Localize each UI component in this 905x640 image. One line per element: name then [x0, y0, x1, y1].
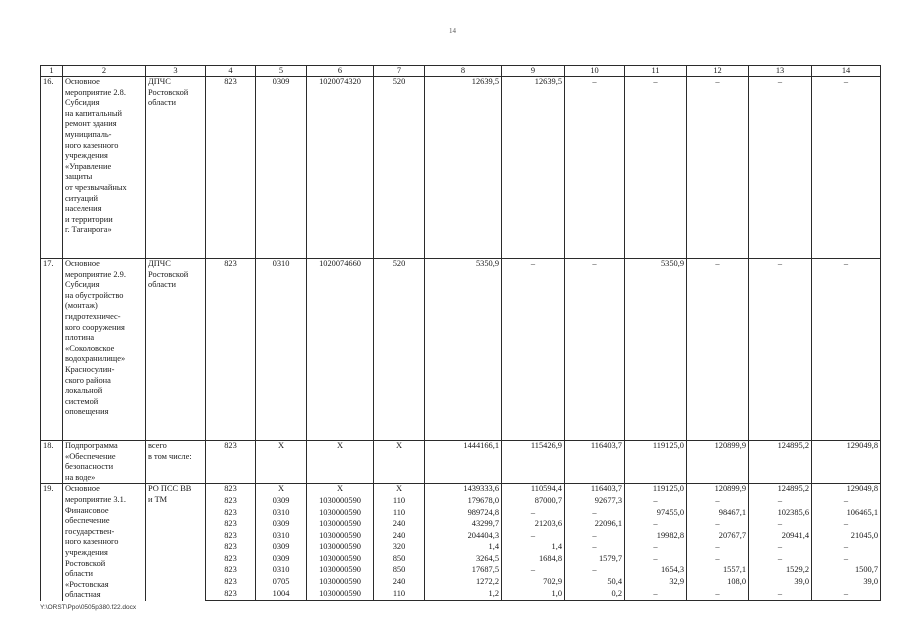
amount-col-12: 98467,1	[687, 508, 749, 520]
row-number: 19.	[41, 484, 63, 601]
rzpr-code: 0310	[256, 508, 307, 520]
csr-code: 1030000590	[307, 554, 374, 566]
amount-col-14: –	[812, 496, 881, 508]
measure-name: Основное мероприятие 3.1. Финансовое обеспечение государствен- ного казенного учреждения Ростовской области «Ростовская областная	[63, 484, 146, 601]
amount-col-11: 1654,3	[625, 565, 687, 577]
column-number-header: 14	[812, 66, 881, 77]
vr-code: 240	[374, 519, 425, 531]
table-row	[41, 77, 881, 259]
rzpr-code: 0310	[256, 565, 307, 577]
amount-col-14: –	[812, 77, 881, 259]
grbs-code: 823	[206, 441, 256, 484]
grbs-code: 823	[206, 496, 256, 508]
column-number-header: 3	[146, 66, 206, 77]
amount-col-14: –	[812, 542, 881, 554]
amount-col-11: –	[625, 77, 687, 259]
budget-table	[40, 65, 881, 601]
rzpr-code: 0309	[256, 554, 307, 566]
measure-name: Основное мероприятие 2.8. Субсидия на капитальный ремонт здания муниципаль- ного казенного учреждения «Управление защиты от чрезвычайных ситуаций населения и территории г. Таганрога»	[63, 77, 146, 259]
rzpr-code: 0310	[256, 259, 307, 441]
amount-col-12: 120899,9	[687, 441, 749, 484]
amount-col-11: –	[625, 542, 687, 554]
amount-col-10: 92677,3	[565, 496, 625, 508]
grbs-code: 823	[206, 589, 256, 601]
amount-col-9: –	[502, 531, 565, 543]
amount-col-13: –	[749, 77, 812, 259]
amount-col-13: –	[749, 554, 812, 566]
table-row	[41, 484, 881, 496]
row-number: 16.	[41, 77, 63, 259]
amount-col-9: 1,4	[502, 542, 565, 554]
column-number-header: 10	[565, 66, 625, 77]
csr-code: 1030000590	[307, 519, 374, 531]
amount-col-12: –	[687, 496, 749, 508]
vr-code: Х	[374, 484, 425, 496]
column-number-header: 13	[749, 66, 812, 77]
table-row	[41, 259, 881, 441]
csr-code: 1030000590	[307, 531, 374, 543]
row-number: 18.	[41, 441, 63, 484]
amount-col-14: –	[812, 589, 881, 601]
amount-col-13: 124895,2	[749, 441, 812, 484]
executor: ДПЧС Ростовской области	[146, 259, 206, 441]
amount-col-12: 1557,1	[687, 565, 749, 577]
amount-col-9: 702,9	[502, 577, 565, 589]
total-amount: 17687,5	[425, 565, 502, 577]
column-number-header: 6	[307, 66, 374, 77]
amount-col-13: –	[749, 259, 812, 441]
rzpr-code: 0309	[256, 77, 307, 259]
total-amount: 12639,5	[425, 77, 502, 259]
total-amount: 1,2	[425, 589, 502, 601]
amount-col-9: 1684,8	[502, 554, 565, 566]
file-path-footer: Y:\ORST\Ppo\0505p380.f22.docx	[40, 604, 137, 611]
total-amount: 179678,0	[425, 496, 502, 508]
amount-col-12: –	[687, 77, 749, 259]
grbs-code: 823	[206, 259, 256, 441]
grbs-code: 823	[206, 519, 256, 531]
amount-col-13: 1529,2	[749, 565, 812, 577]
amount-col-10: –	[565, 259, 625, 441]
total-amount: 1444166,1	[425, 441, 502, 484]
column-number-header: 5	[256, 66, 307, 77]
rzpr-code: 0705	[256, 577, 307, 589]
total-amount: 1,4	[425, 542, 502, 554]
amount-col-14: 21045,0	[812, 531, 881, 543]
amount-col-12: 120899,9	[687, 484, 749, 496]
amount-col-10: –	[565, 565, 625, 577]
amount-col-14: 39,0	[812, 577, 881, 589]
grbs-code: 823	[206, 77, 256, 259]
amount-col-14: 129049,8	[812, 441, 881, 484]
vr-code: Х	[374, 441, 425, 484]
rzpr-code: Х	[256, 441, 307, 484]
amount-col-11: 119125,0	[625, 484, 687, 496]
amount-col-9: 110594,4	[502, 484, 565, 496]
measure-name: Подпрограмма «Обеспечение безопасности на воде»	[63, 441, 146, 484]
amount-col-13: –	[749, 496, 812, 508]
total-amount: 5350,9	[425, 259, 502, 441]
table-row	[41, 441, 881, 484]
amount-col-9: 21203,6	[502, 519, 565, 531]
page-number: 14	[449, 27, 456, 35]
amount-col-9: –	[502, 565, 565, 577]
amount-col-13: 102385,6	[749, 508, 812, 520]
amount-col-9: –	[502, 259, 565, 441]
grbs-code: 823	[206, 554, 256, 566]
csr-code: 1030000590	[307, 496, 374, 508]
csr-code: 1020074660	[307, 259, 374, 441]
total-amount: 989724,8	[425, 508, 502, 520]
amount-col-14: 129049,8	[812, 484, 881, 496]
rzpr-code: Х	[256, 484, 307, 496]
amount-col-10: –	[565, 77, 625, 259]
amount-col-10: 116403,7	[565, 441, 625, 484]
vr-code: 850	[374, 554, 425, 566]
measure-name: Основное мероприятие 2.9. Субсидия на обустройство (монтаж) гидротехничес- кого сооружения плотина «Соколовское водохранилище» Красносулин- ского района локальной системой оповещения	[63, 259, 146, 441]
amount-col-13: 20941,4	[749, 531, 812, 543]
amount-col-13: 124895,2	[749, 484, 812, 496]
total-amount: 204404,3	[425, 531, 502, 543]
amount-col-10: 22096,1	[565, 519, 625, 531]
executor: ДПЧС Ростовской области	[146, 77, 206, 259]
total-amount: 1439333,6	[425, 484, 502, 496]
amount-col-12: –	[687, 554, 749, 566]
amount-col-14: –	[812, 554, 881, 566]
column-number-header: 4	[206, 66, 256, 77]
amount-col-11: 19982,8	[625, 531, 687, 543]
grbs-code: 823	[206, 542, 256, 554]
vr-code: 110	[374, 589, 425, 601]
amount-col-10: 1579,7	[565, 554, 625, 566]
amount-col-13: 39,0	[749, 577, 812, 589]
csr-code: 1030000590	[307, 542, 374, 554]
grbs-code: 823	[206, 508, 256, 520]
amount-col-9: 87000,7	[502, 496, 565, 508]
csr-code: Х	[307, 484, 374, 496]
csr-code: 1020074320	[307, 77, 374, 259]
amount-col-12: –	[687, 259, 749, 441]
amount-col-12: –	[687, 542, 749, 554]
executor: РО ПСС ВВ и ТМ	[146, 484, 206, 601]
vr-code: 240	[374, 577, 425, 589]
amount-col-12: –	[687, 589, 749, 601]
csr-code: Х	[307, 441, 374, 484]
total-amount: 3264,5	[425, 554, 502, 566]
amount-col-11: –	[625, 519, 687, 531]
column-number-header: 11	[625, 66, 687, 77]
vr-code: 520	[374, 259, 425, 441]
amount-col-10: –	[565, 531, 625, 543]
executor: всего в том числе:	[146, 441, 206, 484]
amount-col-11: –	[625, 589, 687, 601]
column-number-header: 7	[374, 66, 425, 77]
amount-col-11: 5350,9	[625, 259, 687, 441]
amount-col-12: –	[687, 519, 749, 531]
column-number-header: 9	[502, 66, 565, 77]
vr-code: 110	[374, 496, 425, 508]
row-number: 17.	[41, 259, 63, 441]
amount-col-11: –	[625, 496, 687, 508]
amount-col-10: 116403,7	[565, 484, 625, 496]
rzpr-code: 1004	[256, 589, 307, 601]
column-number-header-row	[41, 66, 881, 77]
vr-code: 240	[374, 531, 425, 543]
amount-col-10: 0,2	[565, 589, 625, 601]
amount-col-11: 97455,0	[625, 508, 687, 520]
csr-code: 1030000590	[307, 577, 374, 589]
amount-col-9: –	[502, 508, 565, 520]
amount-col-9: 1,0	[502, 589, 565, 601]
grbs-code: 823	[206, 565, 256, 577]
rzpr-code: 0309	[256, 519, 307, 531]
rzpr-code: 0309	[256, 542, 307, 554]
amount-col-12: 108,0	[687, 577, 749, 589]
amount-col-13: –	[749, 589, 812, 601]
column-number-header: 12	[687, 66, 749, 77]
rzpr-code: 0309	[256, 496, 307, 508]
column-number-header: 8	[425, 66, 502, 77]
amount-col-10: 50,4	[565, 577, 625, 589]
amount-col-10: –	[565, 542, 625, 554]
vr-code: 320	[374, 542, 425, 554]
column-number-header: 2	[63, 66, 146, 77]
amount-col-9: 115426,9	[502, 441, 565, 484]
grbs-code: 823	[206, 577, 256, 589]
amount-col-14: 106465,1	[812, 508, 881, 520]
grbs-code: 823	[206, 531, 256, 543]
vr-code: 850	[374, 565, 425, 577]
amount-col-14: –	[812, 519, 881, 531]
amount-col-12: 20767,7	[687, 531, 749, 543]
vr-code: 110	[374, 508, 425, 520]
total-amount: 43299,7	[425, 519, 502, 531]
amount-col-13: –	[749, 542, 812, 554]
amount-col-11: –	[625, 554, 687, 566]
grbs-code: 823	[206, 484, 256, 496]
amount-col-11: 32,9	[625, 577, 687, 589]
amount-col-14: 1500,7	[812, 565, 881, 577]
amount-col-14: –	[812, 259, 881, 441]
vr-code: 520	[374, 77, 425, 259]
csr-code: 1030000590	[307, 508, 374, 520]
csr-code: 1030000590	[307, 565, 374, 577]
total-amount: 1272,2	[425, 577, 502, 589]
amount-col-10: –	[565, 508, 625, 520]
amount-col-13: –	[749, 519, 812, 531]
amount-col-9: 12639,5	[502, 77, 565, 259]
rzpr-code: 0310	[256, 531, 307, 543]
amount-col-11: 119125,0	[625, 441, 687, 484]
column-number-header: 1	[41, 66, 63, 77]
csr-code: 1030000590	[307, 589, 374, 601]
